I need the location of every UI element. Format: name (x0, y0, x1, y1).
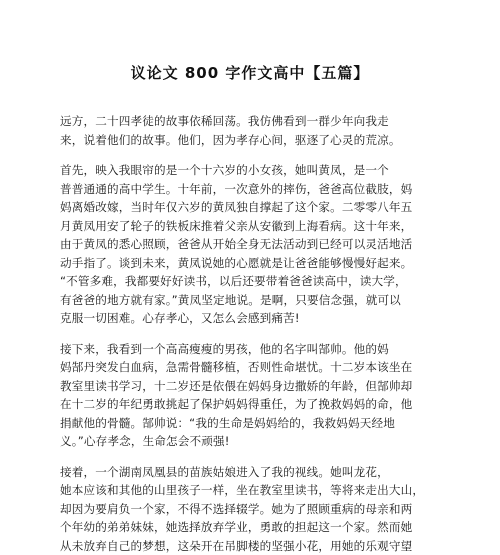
paragraph-line: 由于黄凤的悉心照顾，爸爸从开始全身无法活动到已经可以灵活地活 (60, 235, 455, 254)
paragraph-line: 个年幼的弟弟妹妹，她选择放弃学业，勇敢的担起这一个家。然而她 (60, 518, 455, 537)
paragraph-gap (60, 149, 455, 161)
paragraph-line: “不管多难，我都要好好读书，以后还要带着爸爸读高中，读大学， (60, 272, 455, 291)
paragraph (60, 463, 455, 555)
paragraph-line: 接着，一个湖南凤凰县的苗族姑娘进入了我的视线。她叫龙花， (60, 463, 455, 482)
paragraph-line: 捐献他的骨髓。郜帅说：“我的生命是妈妈给的，我救妈妈天经地 (60, 414, 455, 433)
paragraph-line: 克服一切困难。心存孝心，又怎么会感到痛苦! (60, 309, 455, 328)
paragraph-line: 来，说着他们的故事。他们，因为孝存心间，驱逐了心灵的荒凉。 (60, 131, 455, 150)
paragraph-line: 妈离婚改嫁，当时年仅六岁的黄凤独自撑起了这个家。二零零八年五 (60, 198, 455, 217)
paragraph-line: 首先，映入我眼帘的是一个十六岁的小女孩，她叫黄凤，是一个 (60, 161, 455, 180)
paragraph-line: 有爸爸的地方就有家。”黄凤坚定地说。是啊，只要信念强，就可以 (60, 291, 455, 310)
paragraph-line: 却因为要肩负一个家，不得不选择辍学。她为了照顾重病的母亲和两 (60, 500, 455, 519)
paragraph-gap (60, 328, 455, 340)
paragraph-line: 义。”心存孝念，生命怎会不顽强! (60, 432, 455, 451)
paragraph-line: 动手指了。谈到未来，黄凤说她的心愿就是让爸爸能够慢慢好起来。 (60, 254, 455, 273)
paragraph-line: 接下来，我看到一个高高瘦瘦的男孩，他的名字叫郜帅。他的妈 (60, 340, 455, 359)
paragraph-line: 在十二岁的年纪勇敢挑起了保护妈妈得重任，为了挽救妈妈的命，他 (60, 395, 455, 414)
paragraph (60, 340, 455, 451)
document-title: 议论文 800 字作文高中【五篇】 (0, 62, 500, 83)
paragraph-gap (60, 451, 455, 463)
paragraph-line: 她本应该和其他的山里孩子一样，坐在教室里读书，等将来走出大山， (60, 481, 455, 500)
paragraph (60, 161, 455, 328)
paragraph-line: 月黄凤用安了轮子的铁板床推着父亲从安徽到上海看病。这十年来， (60, 217, 455, 236)
paragraph-line: 普普通通的高中学生。十年前，一次意外的摔伤，爸爸高位截肢，妈 (60, 180, 455, 199)
paragraph (60, 112, 455, 149)
paragraph-line: 远方，二十四孝徒的故事依稀回荡。我仿佛看到一群少年向我走 (60, 112, 455, 131)
paragraph-line: 教室里读书学习，十二岁还是依偎在妈妈身边撒娇的年龄，但郜帅却 (60, 377, 455, 396)
document-body (60, 112, 455, 555)
paragraph-line: 妈郜丹突发白血病，急需骨髓移植，否则性命堪忧。十二岁本该坐在 (60, 358, 455, 377)
paragraph-line: 从未放弃自己的梦想，这朵开在吊脚楼的坚强小花，用她的乐观守望 (60, 537, 455, 555)
